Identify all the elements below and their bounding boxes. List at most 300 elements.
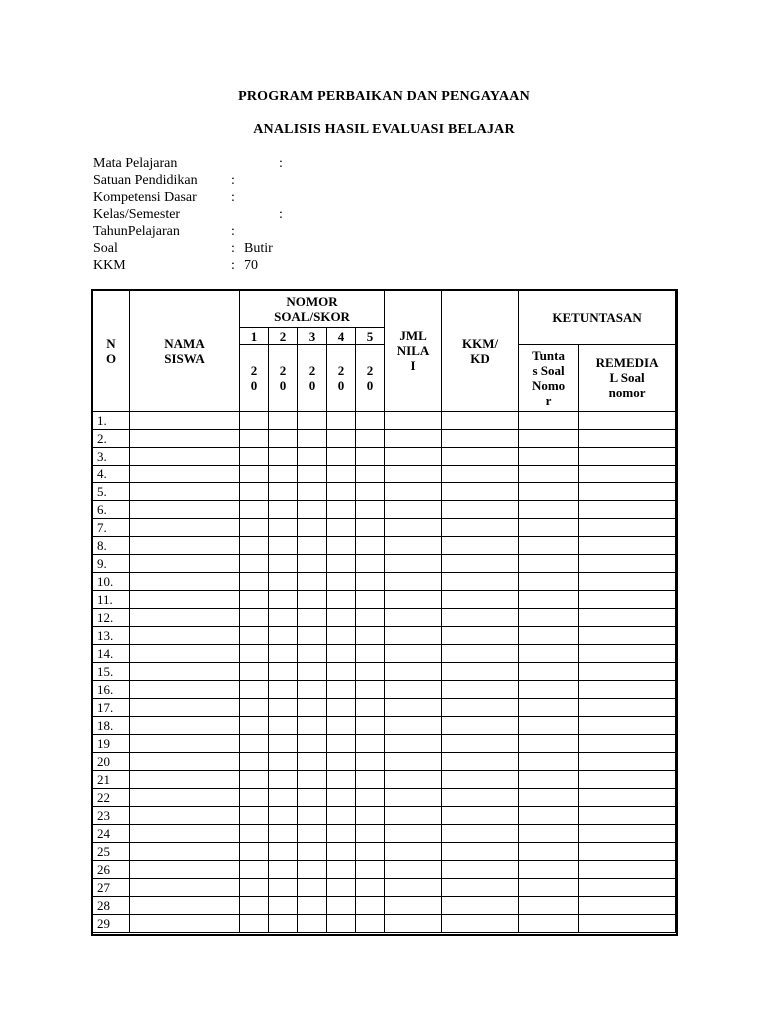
table-cell	[327, 519, 356, 537]
table-cell	[240, 519, 269, 537]
table-cell	[327, 735, 356, 753]
table-cell	[519, 770, 579, 788]
table-cell	[130, 699, 240, 717]
table-cell	[356, 842, 385, 860]
table-cell	[269, 717, 298, 735]
table-cell	[269, 501, 298, 519]
table-row	[93, 788, 676, 806]
table-cell	[298, 717, 327, 735]
table-cell	[356, 537, 385, 555]
table-cell	[298, 537, 327, 555]
table-cell	[442, 896, 519, 914]
table-cell	[519, 735, 579, 753]
table-cell	[356, 753, 385, 771]
table-row	[93, 735, 676, 753]
table-cell	[385, 842, 442, 860]
table-cell	[269, 537, 298, 555]
table-cell	[240, 699, 269, 717]
table-cell	[579, 429, 676, 447]
table-cell	[240, 896, 269, 914]
table-cell	[240, 411, 269, 429]
table-cell	[442, 627, 519, 645]
table-cell	[298, 735, 327, 753]
table-cell	[356, 788, 385, 806]
table-cell	[356, 555, 385, 573]
table-row	[93, 591, 676, 609]
table-row	[93, 465, 676, 483]
table-row	[93, 770, 676, 788]
table-cell	[130, 663, 240, 681]
table-row	[93, 411, 676, 429]
row-number: 23	[93, 806, 130, 824]
table-cell	[298, 627, 327, 645]
table-cell	[385, 483, 442, 501]
table-cell	[356, 663, 385, 681]
table-cell	[269, 681, 298, 699]
row-number: 13.	[93, 627, 130, 645]
info-label: Satuan Pendidikan	[93, 173, 198, 188]
table-cell	[519, 573, 579, 591]
table-cell	[327, 411, 356, 429]
table-row	[93, 663, 676, 681]
table-cell	[240, 447, 269, 465]
table-cell	[269, 519, 298, 537]
table-cell	[240, 645, 269, 663]
table-cell	[240, 591, 269, 609]
table-cell	[130, 824, 240, 842]
table-cell	[442, 447, 519, 465]
table-cell	[298, 914, 327, 932]
table-row	[93, 573, 676, 591]
table-cell	[442, 681, 519, 699]
row-number: 10.	[93, 573, 130, 591]
table-cell	[269, 609, 298, 627]
header-no: N O	[93, 291, 130, 412]
table-cell	[356, 501, 385, 519]
table-cell	[385, 806, 442, 824]
table-cell	[240, 914, 269, 932]
table-cell	[327, 896, 356, 914]
table-cell	[385, 537, 442, 555]
table-cell	[240, 753, 269, 771]
table-cell	[442, 753, 519, 771]
table-cell	[356, 609, 385, 627]
table-cell	[327, 806, 356, 824]
table-cell	[442, 770, 519, 788]
table-cell	[519, 501, 579, 519]
table-cell	[442, 519, 519, 537]
table-cell	[327, 627, 356, 645]
table-cell	[327, 429, 356, 447]
info-value: 70	[244, 258, 258, 273]
table-cell	[269, 842, 298, 860]
table-cell	[442, 860, 519, 878]
table-cell	[442, 717, 519, 735]
table-row	[93, 429, 676, 447]
table-cell	[356, 519, 385, 537]
table-cell	[130, 896, 240, 914]
table-cell	[579, 537, 676, 555]
table-cell	[130, 537, 240, 555]
info-label: KKM	[93, 258, 126, 273]
table-cell	[298, 860, 327, 878]
table-cell	[579, 681, 676, 699]
table-cell	[356, 429, 385, 447]
table-row	[93, 824, 676, 842]
table-cell	[579, 717, 676, 735]
table-cell	[579, 735, 676, 753]
table-cell	[356, 914, 385, 932]
header-jml-nilai: JML NILA I	[385, 291, 442, 412]
table-cell	[240, 824, 269, 842]
table-cell	[130, 681, 240, 699]
table-row	[93, 681, 676, 699]
table-row	[93, 537, 676, 555]
table-cell	[327, 878, 356, 896]
table-cell	[356, 681, 385, 699]
table-cell	[442, 411, 519, 429]
header-nama-siswa: NAMA SISWA	[130, 291, 240, 412]
table-cell	[327, 824, 356, 842]
table-cell	[442, 573, 519, 591]
table-cell	[130, 860, 240, 878]
table-cell	[356, 627, 385, 645]
table-cell	[130, 788, 240, 806]
row-number: 19	[93, 735, 130, 753]
table-cell	[385, 860, 442, 878]
table-cell	[519, 896, 579, 914]
table-cell	[385, 627, 442, 645]
table-cell	[385, 465, 442, 483]
table-cell	[356, 860, 385, 878]
table-cell	[579, 591, 676, 609]
table-cell	[327, 860, 356, 878]
header-kkm-kd: KKM/ KD	[442, 291, 519, 412]
table-cell	[356, 896, 385, 914]
table-cell	[130, 591, 240, 609]
table-row	[93, 555, 676, 573]
table-row	[93, 699, 676, 717]
header-skor: 2 0	[269, 345, 298, 411]
table-cell	[240, 501, 269, 519]
table-cell	[579, 824, 676, 842]
table-cell	[442, 465, 519, 483]
table-cell	[130, 806, 240, 824]
table-cell	[442, 645, 519, 663]
table-cell	[385, 878, 442, 896]
table-cell	[298, 645, 327, 663]
table-row	[93, 627, 676, 645]
header-soal-number: 5	[356, 328, 385, 345]
table-row	[93, 806, 676, 824]
table-cell	[269, 591, 298, 609]
table-cell	[356, 573, 385, 591]
table-cell	[130, 627, 240, 645]
table-cell	[298, 411, 327, 429]
table-cell	[442, 735, 519, 753]
table-cell	[240, 537, 269, 555]
table-cell	[130, 842, 240, 860]
table-cell	[298, 699, 327, 717]
table-cell	[579, 753, 676, 771]
table-cell	[327, 842, 356, 860]
header-soal-number: 1	[240, 328, 269, 345]
row-number: 6.	[93, 501, 130, 519]
info-value: Butir	[244, 241, 273, 256]
row-number: 5.	[93, 483, 130, 501]
table-cell	[298, 465, 327, 483]
table-cell	[327, 914, 356, 932]
table-cell	[240, 663, 269, 681]
table-cell	[579, 501, 676, 519]
row-number: 9.	[93, 555, 130, 573]
table-cell	[269, 411, 298, 429]
table-cell	[519, 860, 579, 878]
table-cell	[269, 645, 298, 663]
table-cell	[579, 609, 676, 627]
table-cell	[130, 609, 240, 627]
row-number: 17.	[93, 699, 130, 717]
table-cell	[298, 896, 327, 914]
table-cell	[579, 842, 676, 860]
table-cell	[298, 770, 327, 788]
header-skor: 2 0	[356, 345, 385, 411]
table-cell	[327, 770, 356, 788]
header-tuntas-soal-nomor: Tunta s Soal Nomo r	[519, 345, 579, 411]
table-cell	[385, 753, 442, 771]
table-cell	[385, 555, 442, 573]
header-soal-number: 3	[298, 328, 327, 345]
row-number: 7.	[93, 519, 130, 537]
info-label: Kompetensi Dasar	[93, 190, 197, 205]
info-separator: :	[231, 241, 235, 256]
table-cell	[356, 465, 385, 483]
table-cell	[579, 645, 676, 663]
header-skor: 2 0	[298, 345, 327, 411]
table-cell	[442, 878, 519, 896]
table-cell	[519, 429, 579, 447]
table-cell	[269, 627, 298, 645]
table-cell	[327, 699, 356, 717]
row-number: 3.	[93, 447, 130, 465]
table-cell	[442, 806, 519, 824]
row-number: 15.	[93, 663, 130, 681]
table-cell	[298, 573, 327, 591]
table-cell	[442, 429, 519, 447]
table-cell	[519, 591, 579, 609]
table-cell	[240, 735, 269, 753]
table-cell	[130, 411, 240, 429]
table-cell	[579, 663, 676, 681]
table-cell	[519, 878, 579, 896]
table-row	[93, 645, 676, 663]
table-cell	[385, 717, 442, 735]
table-cell	[579, 788, 676, 806]
table-cell	[240, 860, 269, 878]
row-number: 26	[93, 860, 130, 878]
table-cell	[442, 483, 519, 501]
table-cell	[269, 663, 298, 681]
table-cell	[519, 753, 579, 771]
table-cell	[579, 896, 676, 914]
table-cell	[327, 573, 356, 591]
table-cell	[385, 501, 442, 519]
table-cell	[385, 788, 442, 806]
info-label: Soal	[93, 241, 118, 256]
table-cell	[385, 735, 442, 753]
table-cell	[327, 465, 356, 483]
table-cell	[327, 483, 356, 501]
table-cell	[356, 483, 385, 501]
table-cell	[519, 411, 579, 429]
table-cell	[298, 447, 327, 465]
table-cell	[442, 842, 519, 860]
table-cell	[442, 699, 519, 717]
table-cell	[442, 788, 519, 806]
table-cell	[240, 806, 269, 824]
info-separator: :	[231, 258, 235, 273]
table-cell	[385, 429, 442, 447]
table-cell	[269, 878, 298, 896]
table-cell	[579, 411, 676, 429]
header-ketuntasan: KETUNTASAN	[519, 291, 676, 345]
table-row	[93, 878, 676, 896]
table-cell	[579, 914, 676, 932]
row-number: 24	[93, 824, 130, 842]
table-cell	[327, 663, 356, 681]
table-cell	[327, 609, 356, 627]
info-separator: :	[279, 207, 283, 222]
table-cell	[519, 627, 579, 645]
table-cell	[298, 609, 327, 627]
table-cell	[356, 699, 385, 717]
table-cell	[385, 609, 442, 627]
table-cell	[269, 735, 298, 753]
row-number: 25	[93, 842, 130, 860]
table-cell	[298, 753, 327, 771]
table-cell	[579, 770, 676, 788]
header-skor: 2 0	[240, 345, 269, 411]
table-cell	[298, 842, 327, 860]
table-cell	[240, 573, 269, 591]
table-cell	[269, 914, 298, 932]
table-cell	[130, 914, 240, 932]
table-cell	[385, 573, 442, 591]
table-cell	[385, 411, 442, 429]
table-cell	[298, 555, 327, 573]
header-remedial-soal-nomor: REMEDIA L Soal nomor	[579, 345, 676, 411]
table-cell	[442, 555, 519, 573]
table-cell	[356, 878, 385, 896]
table-cell	[240, 627, 269, 645]
table-cell	[130, 645, 240, 663]
table-cell	[240, 842, 269, 860]
table-cell	[130, 483, 240, 501]
row-number: 22	[93, 788, 130, 806]
table-cell	[240, 555, 269, 573]
table-cell	[519, 663, 579, 681]
table-cell	[356, 824, 385, 842]
table-cell	[442, 537, 519, 555]
table-cell	[298, 878, 327, 896]
table-cell	[269, 806, 298, 824]
row-number: 11.	[93, 591, 130, 609]
table-cell	[579, 878, 676, 896]
info-separator: :	[231, 224, 235, 239]
row-number: 8.	[93, 537, 130, 555]
table-cell	[519, 806, 579, 824]
table-row	[93, 914, 676, 932]
table-cell	[327, 591, 356, 609]
table-cell	[327, 788, 356, 806]
table-cell	[269, 788, 298, 806]
table-cell	[240, 681, 269, 699]
table-cell	[240, 788, 269, 806]
table-cell	[519, 717, 579, 735]
table-row	[93, 717, 676, 735]
table-cell	[130, 770, 240, 788]
table-cell	[130, 878, 240, 896]
table-cell	[385, 681, 442, 699]
table-cell	[269, 429, 298, 447]
table-cell	[327, 555, 356, 573]
table-cell	[269, 860, 298, 878]
table-cell	[579, 860, 676, 878]
table-row	[93, 501, 676, 519]
table-cell	[356, 806, 385, 824]
table-cell	[327, 501, 356, 519]
table-row	[93, 519, 676, 537]
table-cell	[579, 483, 676, 501]
table-cell	[269, 753, 298, 771]
evaluation-table	[92, 290, 676, 933]
table-cell	[298, 501, 327, 519]
table-cell	[519, 555, 579, 573]
info-separator: :	[231, 173, 235, 188]
table-cell	[298, 806, 327, 824]
table-cell	[356, 645, 385, 663]
table-cell	[519, 699, 579, 717]
row-number: 14.	[93, 645, 130, 663]
table-cell	[442, 663, 519, 681]
table-cell	[385, 519, 442, 537]
row-number: 28	[93, 896, 130, 914]
table-cell	[327, 681, 356, 699]
table-cell	[269, 824, 298, 842]
table-cell	[385, 770, 442, 788]
row-number: 2.	[93, 429, 130, 447]
table-cell	[356, 591, 385, 609]
table-cell	[130, 447, 240, 465]
table-cell	[130, 735, 240, 753]
table-row	[93, 860, 676, 878]
table-cell	[327, 537, 356, 555]
table-cell	[385, 914, 442, 932]
table-cell	[130, 573, 240, 591]
table-row	[93, 842, 676, 860]
info-label: Mata Pelajaran	[93, 156, 178, 171]
table-cell	[385, 447, 442, 465]
table-cell	[579, 519, 676, 537]
table-cell	[385, 645, 442, 663]
table-cell	[519, 645, 579, 663]
table-cell	[269, 699, 298, 717]
info-separator: :	[231, 190, 235, 205]
table-cell	[269, 770, 298, 788]
table-cell	[385, 824, 442, 842]
table-cell	[519, 447, 579, 465]
table-cell	[130, 717, 240, 735]
